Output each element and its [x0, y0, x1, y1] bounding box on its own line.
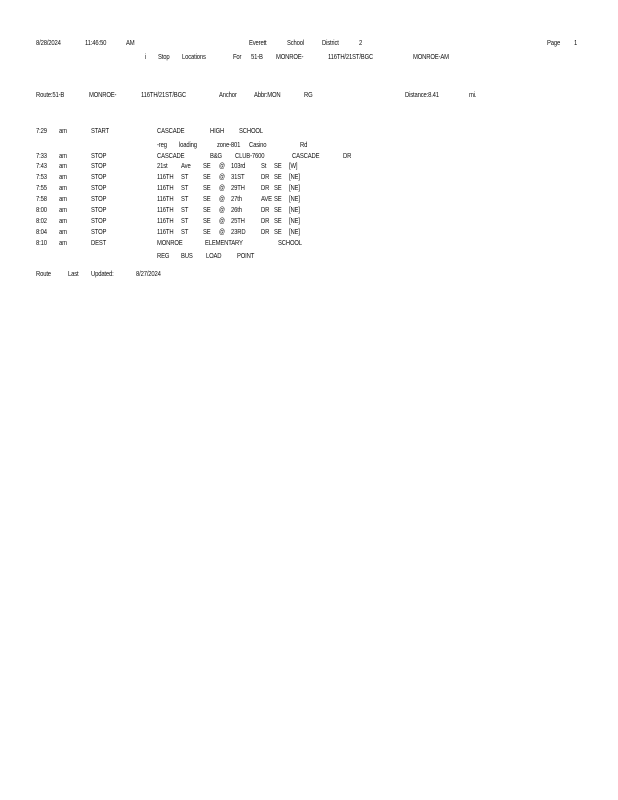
stop-location-word: CLUB-7600 [235, 151, 265, 160]
stop-location-word: [NE] [289, 183, 300, 192]
rg-label: RG [304, 90, 313, 99]
district-word-1: Everett [249, 38, 267, 47]
stop-location-word: 29TH [231, 183, 245, 192]
stop-location-word: Ave [181, 161, 191, 170]
stop-location-word: DR [261, 183, 270, 192]
stop-location-note-word: Rd [300, 140, 308, 149]
stop-location-note-word: LOAD [206, 251, 222, 260]
stop-location-note-word: zone-801 [217, 140, 241, 149]
stop-ampm: am [59, 238, 67, 247]
stop-location-word: DR [261, 172, 270, 181]
stop-time: 7:55 [36, 183, 47, 192]
stop-location-word: SE [203, 216, 211, 225]
stop-location-word: HIGH [210, 126, 225, 135]
stop-location-word: @ [219, 183, 225, 192]
stop-location-word: @ [219, 172, 225, 181]
stop-location-word: ST [181, 183, 189, 192]
subtitle-word-4: 51-B [251, 52, 263, 61]
stop-location-word: [NE] [289, 172, 300, 181]
stop-location-word: ST [181, 227, 189, 236]
stop-location-word: SCHOOL [239, 126, 263, 135]
stop-location-word: 21st [157, 161, 168, 170]
stop-time: 8:02 [36, 216, 47, 225]
report-date: 8/28/2024 [36, 38, 61, 47]
stop-location-word: SCHOOL [278, 238, 302, 247]
stop-location-word: @ [219, 205, 225, 214]
report-time: 11:46:50 [85, 38, 107, 47]
stop-ampm: am [59, 183, 67, 192]
stop-location-note-word: Casino [249, 140, 267, 149]
stop-location-word: CASCADE [292, 151, 320, 160]
stop-location-word: [W] [289, 161, 298, 170]
stop-location-word: [NE] [289, 227, 300, 236]
stop-location-word: 26th [231, 205, 242, 214]
stop-location-word: SE [274, 227, 282, 236]
stop-location-word: 116TH [157, 183, 174, 192]
route-name-2: 116TH/21ST/BGC [141, 90, 187, 99]
stop-type: STOP [91, 183, 107, 192]
stop-type: STOP [91, 216, 107, 225]
stop-location-word: B&G [210, 151, 222, 160]
stop-location-word: CASCADE [157, 151, 185, 160]
route-id: Route:51-B [36, 90, 65, 99]
distance-unit: mi. [469, 90, 477, 99]
stop-location-word: AVE [261, 194, 272, 203]
stop-location-word: 116TH [157, 216, 174, 225]
stop-location-word: @ [219, 216, 225, 225]
stop-location-word: St [261, 161, 267, 170]
stop-location-note-word: -reg [157, 140, 167, 149]
stop-location-word: 103rd [231, 161, 246, 170]
route-name-1: MONROE- [89, 90, 117, 99]
stop-ampm: am [59, 126, 67, 135]
stop-location-note-word: BUS [181, 251, 193, 260]
stop-location-word: SE [203, 161, 211, 170]
stop-location-word: @ [219, 194, 225, 203]
stop-location-note-word: REG [157, 251, 170, 260]
district-word-2: School [287, 38, 305, 47]
stop-time: 8:00 [36, 205, 47, 214]
stop-location-word: 31ST [231, 172, 245, 181]
stop-ampm: am [59, 161, 67, 170]
stop-location-word: SE [274, 205, 282, 214]
stop-location-word: [NE] [289, 205, 300, 214]
stop-location-word: 27th [231, 194, 242, 203]
stop-location-word: SE [203, 172, 211, 181]
stop-type: STOP [91, 194, 107, 203]
stop-ampm: am [59, 216, 67, 225]
stop-location-word: 116TH [157, 172, 174, 181]
stop-location-word: ST [181, 194, 189, 203]
subtitle-word-2: Locations [182, 52, 206, 61]
footer-word-1: Route [36, 269, 51, 278]
stop-time: 7:43 [36, 161, 47, 170]
page-number: 1 [574, 38, 578, 47]
stop-location-note-word: loading [179, 140, 197, 149]
stop-ampm: am [59, 227, 67, 236]
stop-location-word: CASCADE [157, 126, 185, 135]
stop-time: 8:04 [36, 227, 47, 236]
stop-type: STOP [91, 205, 107, 214]
stop-time: 7:33 [36, 151, 47, 160]
subtitle-word-1: Stop [158, 52, 170, 61]
stop-ampm: am [59, 194, 67, 203]
stop-location-word: SE [203, 227, 211, 236]
anchor-label: Anchor [219, 90, 237, 99]
stop-location-word: DR [261, 227, 270, 236]
footer-date: 8/27/2024 [136, 269, 161, 278]
stop-ampm: am [59, 172, 67, 181]
stop-time: 7:29 [36, 126, 47, 135]
stop-location-word: SE [203, 183, 211, 192]
stop-location-word: SE [274, 172, 282, 181]
stop-location-word: SE [274, 183, 282, 192]
stop-location-word: 23RD [231, 227, 246, 236]
stop-location-word: MONROE [157, 238, 183, 247]
stop-location-word: DR [261, 205, 270, 214]
stop-type: STOP [91, 161, 107, 170]
stop-location-word: SE [274, 161, 282, 170]
stop-location-word: 116TH [157, 194, 174, 203]
subtitle-word-3: For [233, 52, 242, 61]
stop-type: DEST [91, 238, 107, 247]
stop-location-note-word: POINT [237, 251, 255, 260]
stop-location-word: [NE] [289, 194, 300, 203]
stop-location-word: SE [203, 194, 211, 203]
subtitle-mark: i [145, 52, 147, 61]
stop-time: 7:53 [36, 172, 47, 181]
stop-location-word: SE [274, 194, 282, 203]
stop-location-word: [NE] [289, 216, 300, 225]
stop-location-word: 25TH [231, 216, 245, 225]
abbr-label: Abbr:MON [254, 90, 281, 99]
stop-location-word: 116TH [157, 205, 174, 214]
stop-ampm: am [59, 205, 67, 214]
stop-type: STOP [91, 151, 107, 160]
stop-location-word: ST [181, 172, 189, 181]
stop-location-word: @ [219, 227, 225, 236]
stop-location-word: SE [274, 216, 282, 225]
district-word-4: 2 [359, 38, 363, 47]
stop-location-word: 116TH [157, 227, 174, 236]
stop-location-word: ST [181, 216, 189, 225]
district-word-3: District [322, 38, 339, 47]
page-label: Page [547, 38, 561, 47]
stop-location-word: ST [181, 205, 189, 214]
stop-location-word: DR [261, 216, 270, 225]
stop-ampm: am [59, 151, 67, 160]
stop-type: START [91, 126, 109, 135]
stop-location-word: ELEMENTARY [205, 238, 243, 247]
stop-time: 8:10 [36, 238, 47, 247]
subtitle-word-6: 116TH/21ST/BGC [328, 52, 374, 61]
stop-location-word: @ [219, 161, 225, 170]
subtitle-word-7: MONROE-AM [413, 52, 449, 61]
stop-location-word: SE [203, 205, 211, 214]
stop-location-word: DR [343, 151, 352, 160]
distance-label: Distance:8.41 [405, 90, 439, 99]
stop-time: 7:58 [36, 194, 47, 203]
stop-type: STOP [91, 172, 107, 181]
report-ampm: AM [126, 38, 135, 47]
footer-word-3: Updated: [91, 269, 114, 278]
stop-type: STOP [91, 227, 107, 236]
subtitle-word-5: MONROE- [276, 52, 304, 61]
footer-word-2: Last [68, 269, 79, 278]
